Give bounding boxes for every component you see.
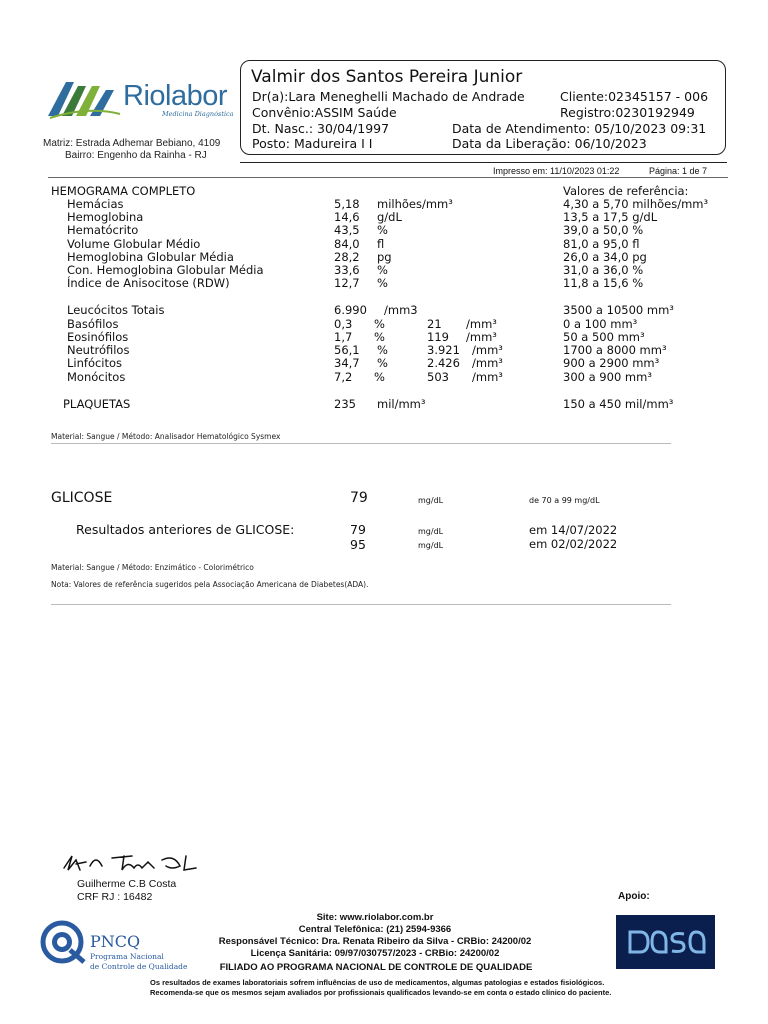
result-value: 14,6: [334, 210, 360, 224]
result-unit: %: [377, 263, 388, 277]
result-label: Hematócrito: [67, 223, 139, 237]
result-absolute: 2.426: [427, 356, 460, 370]
section-divider: [51, 604, 671, 605]
result-unit: %: [377, 223, 388, 237]
footer-licenca: Licença Sanitária: 09/97/030757/2023 - CRBio: 24200/02: [250, 948, 500, 959]
result-percent: 0,3: [334, 317, 353, 331]
percent-unit: %: [374, 317, 385, 331]
result-value: 12,7: [334, 276, 360, 290]
reference-range: 39,0 a 50,0 %: [563, 223, 644, 237]
result-absolute: 21: [427, 317, 442, 331]
previous-results-label: Resultados anteriores de GLICOSE:: [76, 522, 295, 537]
result-percent: 56,1: [334, 343, 360, 357]
result-absolute: 119: [427, 330, 449, 344]
patient-name: Valmir dos Santos Pereira Junior: [251, 67, 523, 87]
disclaimer-line2: Recomenda-se que os mesmos sejam avaliados por profissionais qualificados levando-se em conta o estado clínico do paciente.: [150, 988, 612, 997]
result-label: Hemoglobina: [67, 210, 144, 224]
pncq-subtitle1: Programa Nacional: [90, 952, 164, 961]
signature-image: [62, 850, 202, 876]
footer-responsavel: Responsável Técnico: Dra. Renata Ribeiro da Silva - CRBio: 24200/02: [218, 936, 532, 947]
result-unit: pg: [377, 250, 392, 264]
result-label: Volume Globular Médio: [67, 237, 201, 251]
result-unit: g/dL: [377, 210, 402, 224]
previous-unit: mg/dL: [418, 527, 444, 536]
client-id: Cliente:02345157 - 006: [560, 89, 709, 104]
result-label: Eosinófilos: [67, 330, 129, 344]
absolute-unit: /mm³: [472, 370, 503, 384]
result-label: Hemácias: [67, 197, 124, 211]
section-title: HEMOGRAMA COMPLETO: [51, 184, 196, 198]
footer-filiado: FILIADO AO PROGRAMA NACIONAL DE CONTROLE DE QUALIDADE: [219, 962, 533, 973]
printed-date: Impresso em: 11/10/2023 01:22: [493, 166, 620, 176]
dasa-logo-mark: [616, 915, 715, 969]
result-value: 5,18: [334, 197, 360, 211]
lab-address-line1: Matriz: Estrada Adhemar Bebiano, 4109: [43, 138, 221, 149]
previous-value: 95: [350, 537, 366, 552]
reference-range: 0 a 100 mm³: [563, 317, 638, 331]
attendance-date: Data de Atendimento: 05/10/2023 09:31: [452, 121, 707, 136]
hemograma-material: Material: Sangue / Método: Analisador Hematológico Sysmex: [51, 432, 281, 441]
reference-range: 3500 a 10500 mm³: [563, 303, 674, 317]
reference-range: 900 a 2900 mm³: [563, 356, 660, 370]
result-label: Leucócitos Totais: [67, 303, 165, 317]
doctor-name: Dr(a):Lara Meneghelli Machado de Andrade: [252, 89, 525, 104]
result-label: Monócitos: [67, 370, 126, 384]
result-percent: 1,7: [334, 330, 353, 344]
release-date: Data da Liberação: 06/10/2023: [452, 136, 647, 151]
absolute-unit: /mm³: [472, 356, 503, 370]
footer-phone: Central Telefônica: (21) 2594-9366: [298, 924, 452, 935]
percent-unit: %: [374, 370, 385, 384]
result-label: Hemoglobina Globular Média: [67, 250, 234, 264]
glicose-note: Nota: Valores de referência sugeridos pela Associação Americana de Diabetes(ADA).: [51, 580, 369, 589]
result-percent: 34,7: [334, 356, 360, 370]
glicose-unit: mg/dL: [418, 496, 444, 505]
result-value: 43,5: [334, 223, 360, 237]
print-divider: [48, 177, 728, 178]
reference-range: 1700 a 8000 mm³: [563, 343, 667, 357]
percent-unit: %: [377, 356, 388, 370]
platelets-value: 235: [334, 397, 356, 411]
glicose-reference: de 70 a 99 mg/dL: [529, 496, 600, 505]
pncq-seal-icon: [40, 920, 88, 964]
reference-range: 11,8 a 15,6 %: [563, 276, 644, 290]
previous-unit: mg/dL: [418, 541, 444, 550]
page-indicator: Página: 1 de 7: [649, 166, 708, 176]
reference-range: 31,0 a 36,0 %: [563, 263, 644, 277]
registro: Registro:0230192949: [560, 105, 695, 120]
pncq-subtitle2: de Controle de Qualidade: [90, 962, 188, 971]
footer-site: Site: www.riolabor.com.br: [316, 912, 434, 923]
glicose-label: GLICOSE: [51, 490, 113, 506]
result-label: Índice de Anisocitose (RDW): [67, 276, 230, 290]
lab-name: Riolabor: [123, 80, 227, 112]
previous-date: em 14/07/2022: [529, 523, 618, 537]
reference-range: 50 a 500 mm³: [563, 330, 645, 344]
result-value: 6.990: [334, 303, 367, 317]
lab-address-line2: Bairro: Engenho da Rainha - RJ: [65, 150, 207, 161]
result-absolute: 503: [427, 370, 449, 384]
result-label: Neutrófilos: [67, 343, 130, 357]
absolute-unit: /mm³: [466, 317, 497, 331]
result-absolute: 3.921: [427, 343, 460, 357]
absolute-unit: /mm³: [472, 343, 503, 357]
apoio-label: Apoio:: [618, 891, 650, 902]
dasa-logo: [616, 915, 715, 969]
reference-range: 26,0 a 34,0 pg: [563, 250, 647, 264]
percent-unit: %: [377, 343, 388, 357]
glicose-material: Material: Sangue / Método: Enzimático - Colorimétrico: [51, 563, 254, 572]
reference-title: Valores de referência:: [563, 184, 689, 198]
lab-subtitle: Medicina Diagnóstica: [162, 110, 234, 118]
birth-date: Dt. Nasc.: 30/04/1997: [252, 121, 390, 136]
platelets-label: PLAQUETAS: [63, 397, 131, 411]
platelets-reference: 150 a 450 mil/mm³: [563, 397, 674, 411]
result-unit: fl: [377, 237, 385, 251]
result-percent: 7,2: [334, 370, 353, 384]
previous-date: em 02/02/2022: [529, 537, 618, 551]
reference-range: 81,0 a 95,0 fl: [563, 237, 640, 251]
convenio: Convênio:ASSIM Saúde: [252, 105, 397, 120]
header-divider: [240, 162, 727, 163]
section-divider: [51, 443, 671, 444]
reference-range: 13,5 a 17,5 g/dL: [563, 210, 658, 224]
result-value: 33,6: [334, 263, 360, 277]
result-unit: %: [377, 276, 388, 290]
result-unit: /mm3: [384, 303, 418, 317]
result-value: 28,2: [334, 250, 360, 264]
result-label: Basófilos: [67, 317, 119, 331]
signer-name: Guilherme C.B Costa: [77, 878, 177, 890]
glicose-value: 79: [350, 490, 368, 506]
result-unit: milhões/mm³: [377, 197, 453, 211]
signer-crf: CRF RJ : 16482: [77, 891, 153, 903]
platelets-unit: mil/mm³: [377, 397, 426, 411]
reference-range: 4,30 a 5,70 milhões/mm³: [563, 197, 709, 211]
result-value: 84,0: [334, 237, 360, 251]
previous-value: 79: [350, 522, 366, 537]
reference-range: 300 a 900 mm³: [563, 370, 652, 384]
disclaimer-line1: Os resultados de exames laboratoriais sofrem influências de uso de medicamentos, algumas patologias e estados fisiológicos.: [150, 978, 605, 987]
percent-unit: %: [374, 330, 385, 344]
result-label: Linfócitos: [67, 356, 123, 370]
posto: Posto: Madureira I I: [252, 136, 373, 151]
pncq-name: PNCQ: [90, 932, 141, 951]
result-label: Con. Hemoglobina Globular Média: [67, 263, 264, 277]
absolute-unit: /mm³: [466, 330, 497, 344]
